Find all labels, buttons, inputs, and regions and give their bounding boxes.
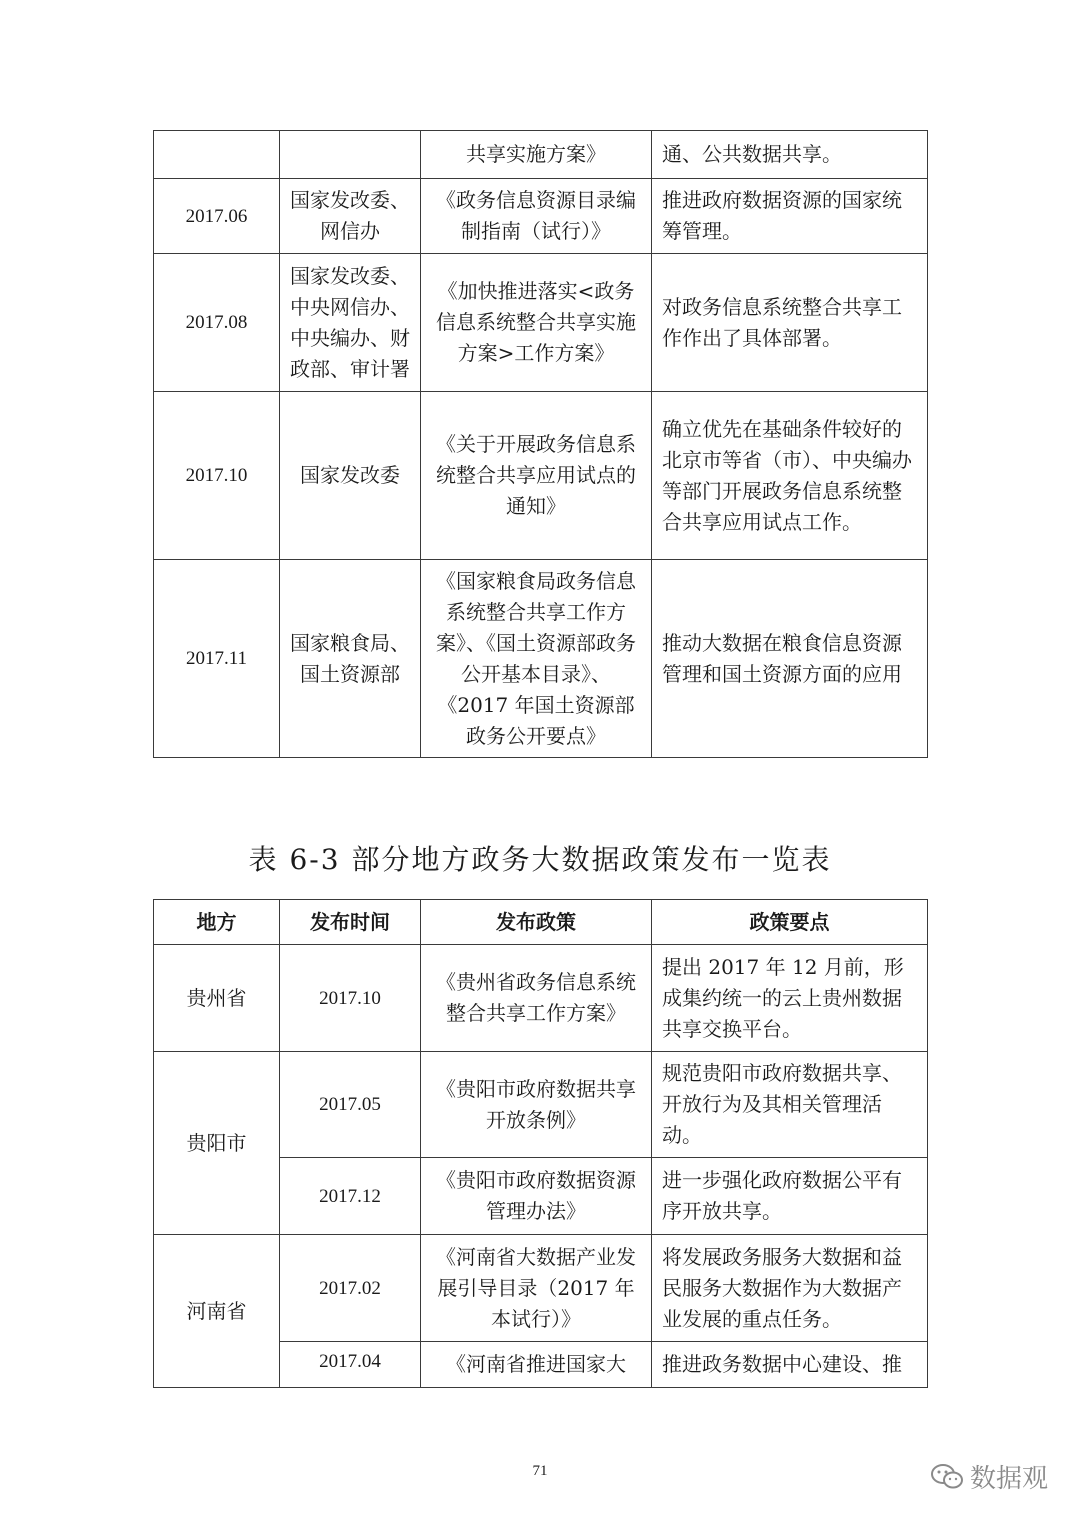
table-row [154, 560, 928, 758]
date-cell: 2017.10 [154, 392, 280, 560]
policy-cell: 《关于开展政务信息系统整合共享应用试点的通知》 [421, 392, 652, 560]
points-cell: 推进政务数据中心建设、推 [652, 1342, 928, 1388]
date-cell: 2017.04 [280, 1342, 421, 1388]
wechat-icon [930, 1462, 964, 1492]
header-region: 地方 [154, 900, 280, 945]
date-cell: 2017.11 [154, 560, 280, 758]
table-row [154, 945, 928, 1052]
policy-cell: 《政务信息资源目录编制指南（试行）》 [421, 179, 652, 254]
date-cell: 2017.08 [154, 254, 280, 392]
policy-cell: 《河南省大数据产业发展引导目录（2017 年本试行）》 [421, 1235, 652, 1342]
table-row [154, 179, 928, 254]
region-cell: 河南省 [154, 1235, 280, 1388]
points-cell: 推动大数据在粮食信息资源管理和国土资源方面的应用 [652, 560, 928, 758]
points-cell: 将发展政务服务大数据和益民服务大数据作为大数据产业发展的重点任务。 [652, 1235, 928, 1342]
table-title: 表 6-3 部分地方政务大数据政策发布一览表 [248, 843, 832, 876]
date-cell: 2017.06 [154, 179, 280, 254]
date-cell: 2017.02 [280, 1235, 421, 1342]
points-cell: 通、公共数据共享。 [652, 131, 928, 179]
dept-cell: 国家粮食局、国土资源部 [280, 560, 421, 758]
date-cell [154, 131, 280, 179]
region-cell: 贵州省 [154, 945, 280, 1052]
date-cell: 2017.10 [280, 945, 421, 1052]
header-policy: 发布政策 [421, 900, 652, 945]
watermark [930, 1458, 1048, 1495]
table-row [154, 1235, 928, 1342]
policy-cell: 《加快推进落实<政务信息系统整合共享实施方案>工作方案》 [421, 254, 652, 392]
policy-table-national [153, 130, 928, 758]
policy-cell: 《贵阳市政府数据共享开放条例》 [421, 1052, 652, 1158]
dept-cell: 国家发改委、网信办 [280, 179, 421, 254]
dept-cell [280, 131, 421, 179]
table-row [154, 131, 928, 179]
date-cell: 2017.12 [280, 1158, 421, 1235]
policy-table-local [153, 899, 928, 1388]
points-cell: 对政务信息系统整合共享工作作出了具体部署。 [652, 254, 928, 392]
date-cell: 2017.05 [280, 1052, 421, 1158]
watermark-text: 数据观 [970, 1464, 1049, 1494]
header-points: 政策要点 [652, 900, 928, 945]
points-cell: 确立优先在基础条件较好的北京市等省（市）、中央编办等部门开展政务信息系统整合共享应用试点工作。 [652, 392, 928, 560]
page-number: 71 [532, 1463, 548, 1479]
policy-cell: 《国家粮食局政务信息系统整合共享工作方案》、《国土资源部政务公开基本目录》、《2017 年国土资源部政务公开要点》 [421, 560, 652, 758]
policy-cell: 《河南省推进国家大 [421, 1342, 652, 1388]
points-cell: 推进政府数据资源的国家统筹管理。 [652, 179, 928, 254]
table-row [154, 1052, 928, 1158]
header-time: 发布时间 [280, 900, 421, 945]
table-header-row [154, 900, 928, 945]
table-row [154, 254, 928, 392]
points-cell: 进一步强化政府数据公平有序开放共享。 [652, 1158, 928, 1235]
policy-cell: 《贵州省政务信息系统整合共享工作方案》 [421, 945, 652, 1052]
policy-cell: 共享实施方案》 [421, 131, 652, 179]
policy-cell: 《贵阳市政府数据资源管理办法》 [421, 1158, 652, 1235]
points-cell: 提出 2017 年 12 月前，形成集约统一的云上贵州数据共享交换平台。 [652, 945, 928, 1052]
dept-cell: 国家发改委 [280, 392, 421, 560]
points-cell: 规范贵阳市政府数据共享、开放行为及其相关管理活动。 [652, 1052, 928, 1158]
region-cell: 贵阳市 [154, 1052, 280, 1235]
table-row [154, 392, 928, 560]
dept-cell: 国家发改委、中央网信办、中央编办、财政部、审计署 [280, 254, 421, 392]
